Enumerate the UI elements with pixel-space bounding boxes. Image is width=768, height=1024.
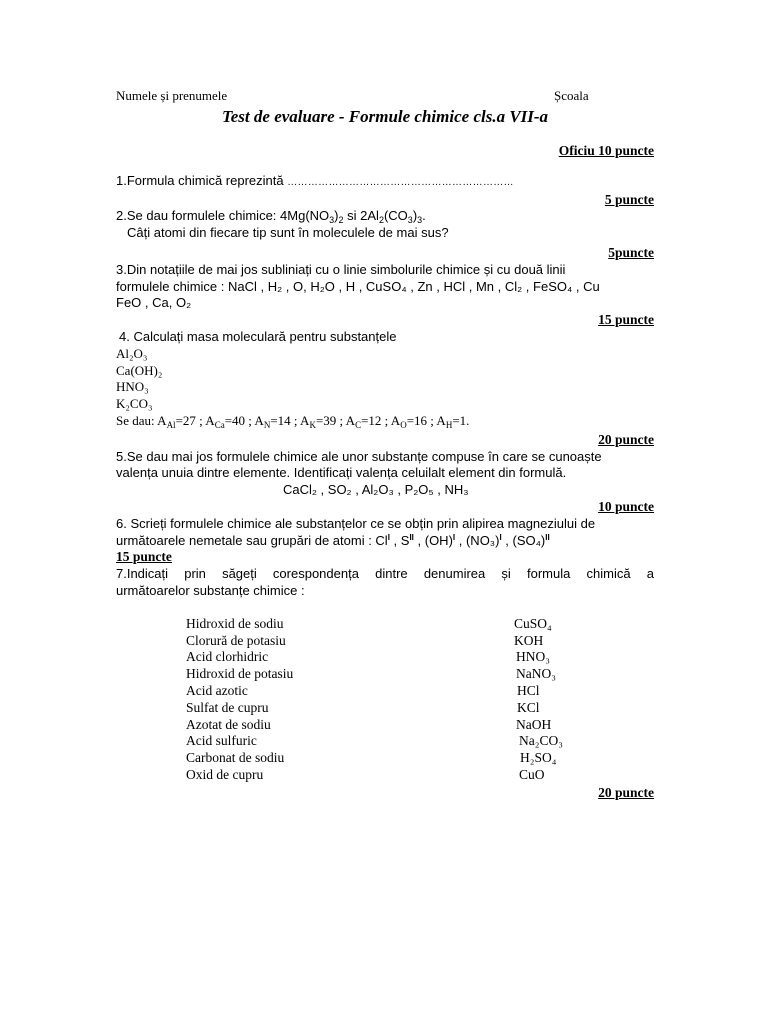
q4-substance-2: Ca(OH)₂	[116, 362, 163, 378]
q6-mid-1: , S	[389, 532, 410, 548]
q7-pair-row	[116, 767, 654, 784]
q7-name: Acid azotic	[186, 682, 248, 698]
q7-name: Carbonat de sodiu	[186, 750, 285, 766]
q7-formula: CuO	[519, 766, 545, 782]
q7-pair-row	[116, 633, 654, 650]
q2-d: si 2Al	[343, 208, 379, 224]
q2-points: 5puncte	[608, 244, 654, 260]
q7-formula: HNO₃	[516, 649, 550, 665]
page-title: Test de evaluare - Formule chimice cls.a VII-a	[221, 107, 549, 126]
q2-j: .	[422, 208, 426, 224]
q1-dots: …………………………………………………………	[287, 176, 514, 188]
q7-formula: CuSO₄	[514, 615, 552, 631]
q2-pre: 2.Se dau formulele chimice: 4Mg(NO	[116, 208, 330, 224]
q7-formula: Na₂CO₃	[519, 733, 563, 749]
q7-pair-row	[116, 649, 654, 666]
q2-h: )	[412, 208, 418, 224]
q7-pair-row	[116, 683, 654, 700]
header-row	[116, 88, 654, 105]
q7-formula: NaOH	[516, 716, 552, 732]
q3-line3: FeO , Ca, O₂	[116, 295, 192, 311]
q7-name: Clorură de potasiu	[186, 632, 286, 648]
q2-sub-c: 2	[338, 215, 344, 226]
q7-formula: H₂SO₄	[520, 750, 557, 766]
question-1	[116, 173, 654, 192]
q6-line2	[116, 533, 654, 550]
q4-given-prefix: Se dau: A	[116, 412, 167, 428]
q7-formula: KOH	[514, 632, 544, 648]
q3-points: 15 puncte	[598, 312, 654, 328]
school-label: Școala	[554, 88, 589, 103]
q5-points: 10 puncte	[598, 498, 654, 514]
q7-name: Acid clorhidric	[186, 649, 269, 665]
q7-pair-row	[116, 750, 654, 767]
q1-points: 5 puncte	[604, 191, 654, 207]
q6-line1: 6. Scrieți formulele chimice ale substanțelor ce se obțin prin alipirea magneziului de	[116, 515, 596, 531]
q6-sup-1: I	[387, 532, 390, 542]
q7-line2: următoarelor substanțe chimice :	[116, 582, 305, 598]
q7-name: Hidroxid de sodiu	[186, 615, 284, 631]
q7-name: Hidroxid de potasiu	[186, 666, 294, 682]
q4-al-sub: Al	[166, 419, 176, 430]
q4-c-val: =12 ; A	[361, 412, 401, 428]
q1-text: 1.Formula chimică reprezintă	[116, 172, 284, 188]
q5-formulas: CaCl₂ , SO₂ , Al₂O₃ , P₂O₅ , NH₃	[283, 482, 469, 498]
q4-substance-3: HNO₃	[116, 379, 149, 395]
q7-pair-row	[116, 717, 654, 734]
q4-ca-val: =40 ; A	[224, 412, 264, 428]
q6-mid-3: , (NO₃)	[455, 532, 500, 548]
q7-name: Oxid de cupru	[186, 766, 264, 782]
q7-pair-row	[116, 666, 654, 683]
q4-n-sub: N	[263, 419, 271, 430]
q6-sup-3: I	[452, 532, 456, 542]
q4-o-sub: O	[400, 419, 407, 430]
q3-line2: formulele chimice : NaCl , H₂ , O, H₂O , H , CuSO₄ , Zn , HCl , Mn , Cl₂ , FeSO₄ , Cu	[116, 278, 600, 294]
q2-b: )	[334, 208, 339, 224]
q7-name: Sulfat de cupru	[186, 699, 269, 715]
q6-sup-5: II	[545, 532, 550, 542]
q4-k-sub: K	[309, 419, 316, 430]
q7-name: Azotat de sodiu	[186, 716, 271, 732]
q4-line1: 4. Calculați masa moleculară pentru substanțele	[119, 328, 397, 344]
q6-mid-4: , (SO₄)	[501, 532, 546, 548]
q6-mid-2: , (OH)	[413, 532, 453, 548]
q2-sub-g: 3	[407, 215, 413, 226]
q4-al-val: =27 ; A	[175, 412, 215, 428]
q4-h-val: =1.	[452, 412, 470, 428]
q7-line1: 7.Indicați prin săgeți corespondența dintre denumirea și formula chimică a	[116, 566, 654, 582]
q6-sup-4: I	[499, 532, 502, 542]
q2-sub-i: 3	[417, 215, 423, 226]
q7-pair-row	[116, 616, 654, 633]
q7-pair-row	[116, 733, 654, 750]
q7-pair-list	[116, 616, 654, 784]
q6-points: 15 puncte	[116, 549, 172, 565]
q6-sup-2: II	[409, 532, 414, 542]
oficiu-points: Oficiu 10 puncte	[558, 143, 654, 158]
q5-line2: valența unuia dintre elemente. Identificați valența celuilalt element din formulă.	[116, 465, 567, 481]
q2-sub-a: 3	[329, 215, 335, 226]
q2-sub-e: 2	[378, 215, 384, 226]
q7-name: Acid sulfuric	[186, 733, 257, 749]
q4-substance-1: Al₂O₃	[116, 345, 148, 361]
q4-points: 20 puncte	[598, 431, 654, 447]
q7-formula: KCl	[517, 699, 540, 715]
q7-formula: HCl	[517, 682, 540, 698]
q2-f: (CO	[383, 208, 408, 224]
q2-line2: Câți atomi din fiecare tip sunt în moleculele de mai sus?	[127, 225, 449, 241]
q4-o-val: =16 ; A	[406, 412, 446, 428]
q4-n-val: =14 ; A	[270, 412, 310, 428]
q4-given-masses	[116, 413, 654, 430]
q4-k-val: =39 ; A	[315, 412, 356, 428]
q5-line1: 5.Se dau mai jos formulele chimice ale unor substanțe compuse în care se cunoaște	[116, 448, 602, 464]
q4-substance-4: K₂CO₃	[116, 396, 153, 412]
q7-points: 20 puncte	[598, 784, 654, 800]
q3-line1: 3.Din notațiile de mai jos subliniați cu o linie simbolurile chimice și cu două linii	[116, 261, 566, 277]
q4-h-sub: H	[445, 419, 453, 430]
q7-pair-row	[116, 700, 654, 717]
name-label: Numele și prenumele	[116, 88, 228, 103]
q7-formula: NaNO₃	[516, 666, 556, 682]
q4-ca-sub: Ca	[214, 419, 225, 430]
test-page	[116, 88, 654, 801]
question-2	[116, 208, 654, 225]
q4-c-sub: C	[355, 419, 362, 430]
q6-line2-pre: următoarele nemetale sau grupări de atomi : Cl	[116, 532, 388, 548]
